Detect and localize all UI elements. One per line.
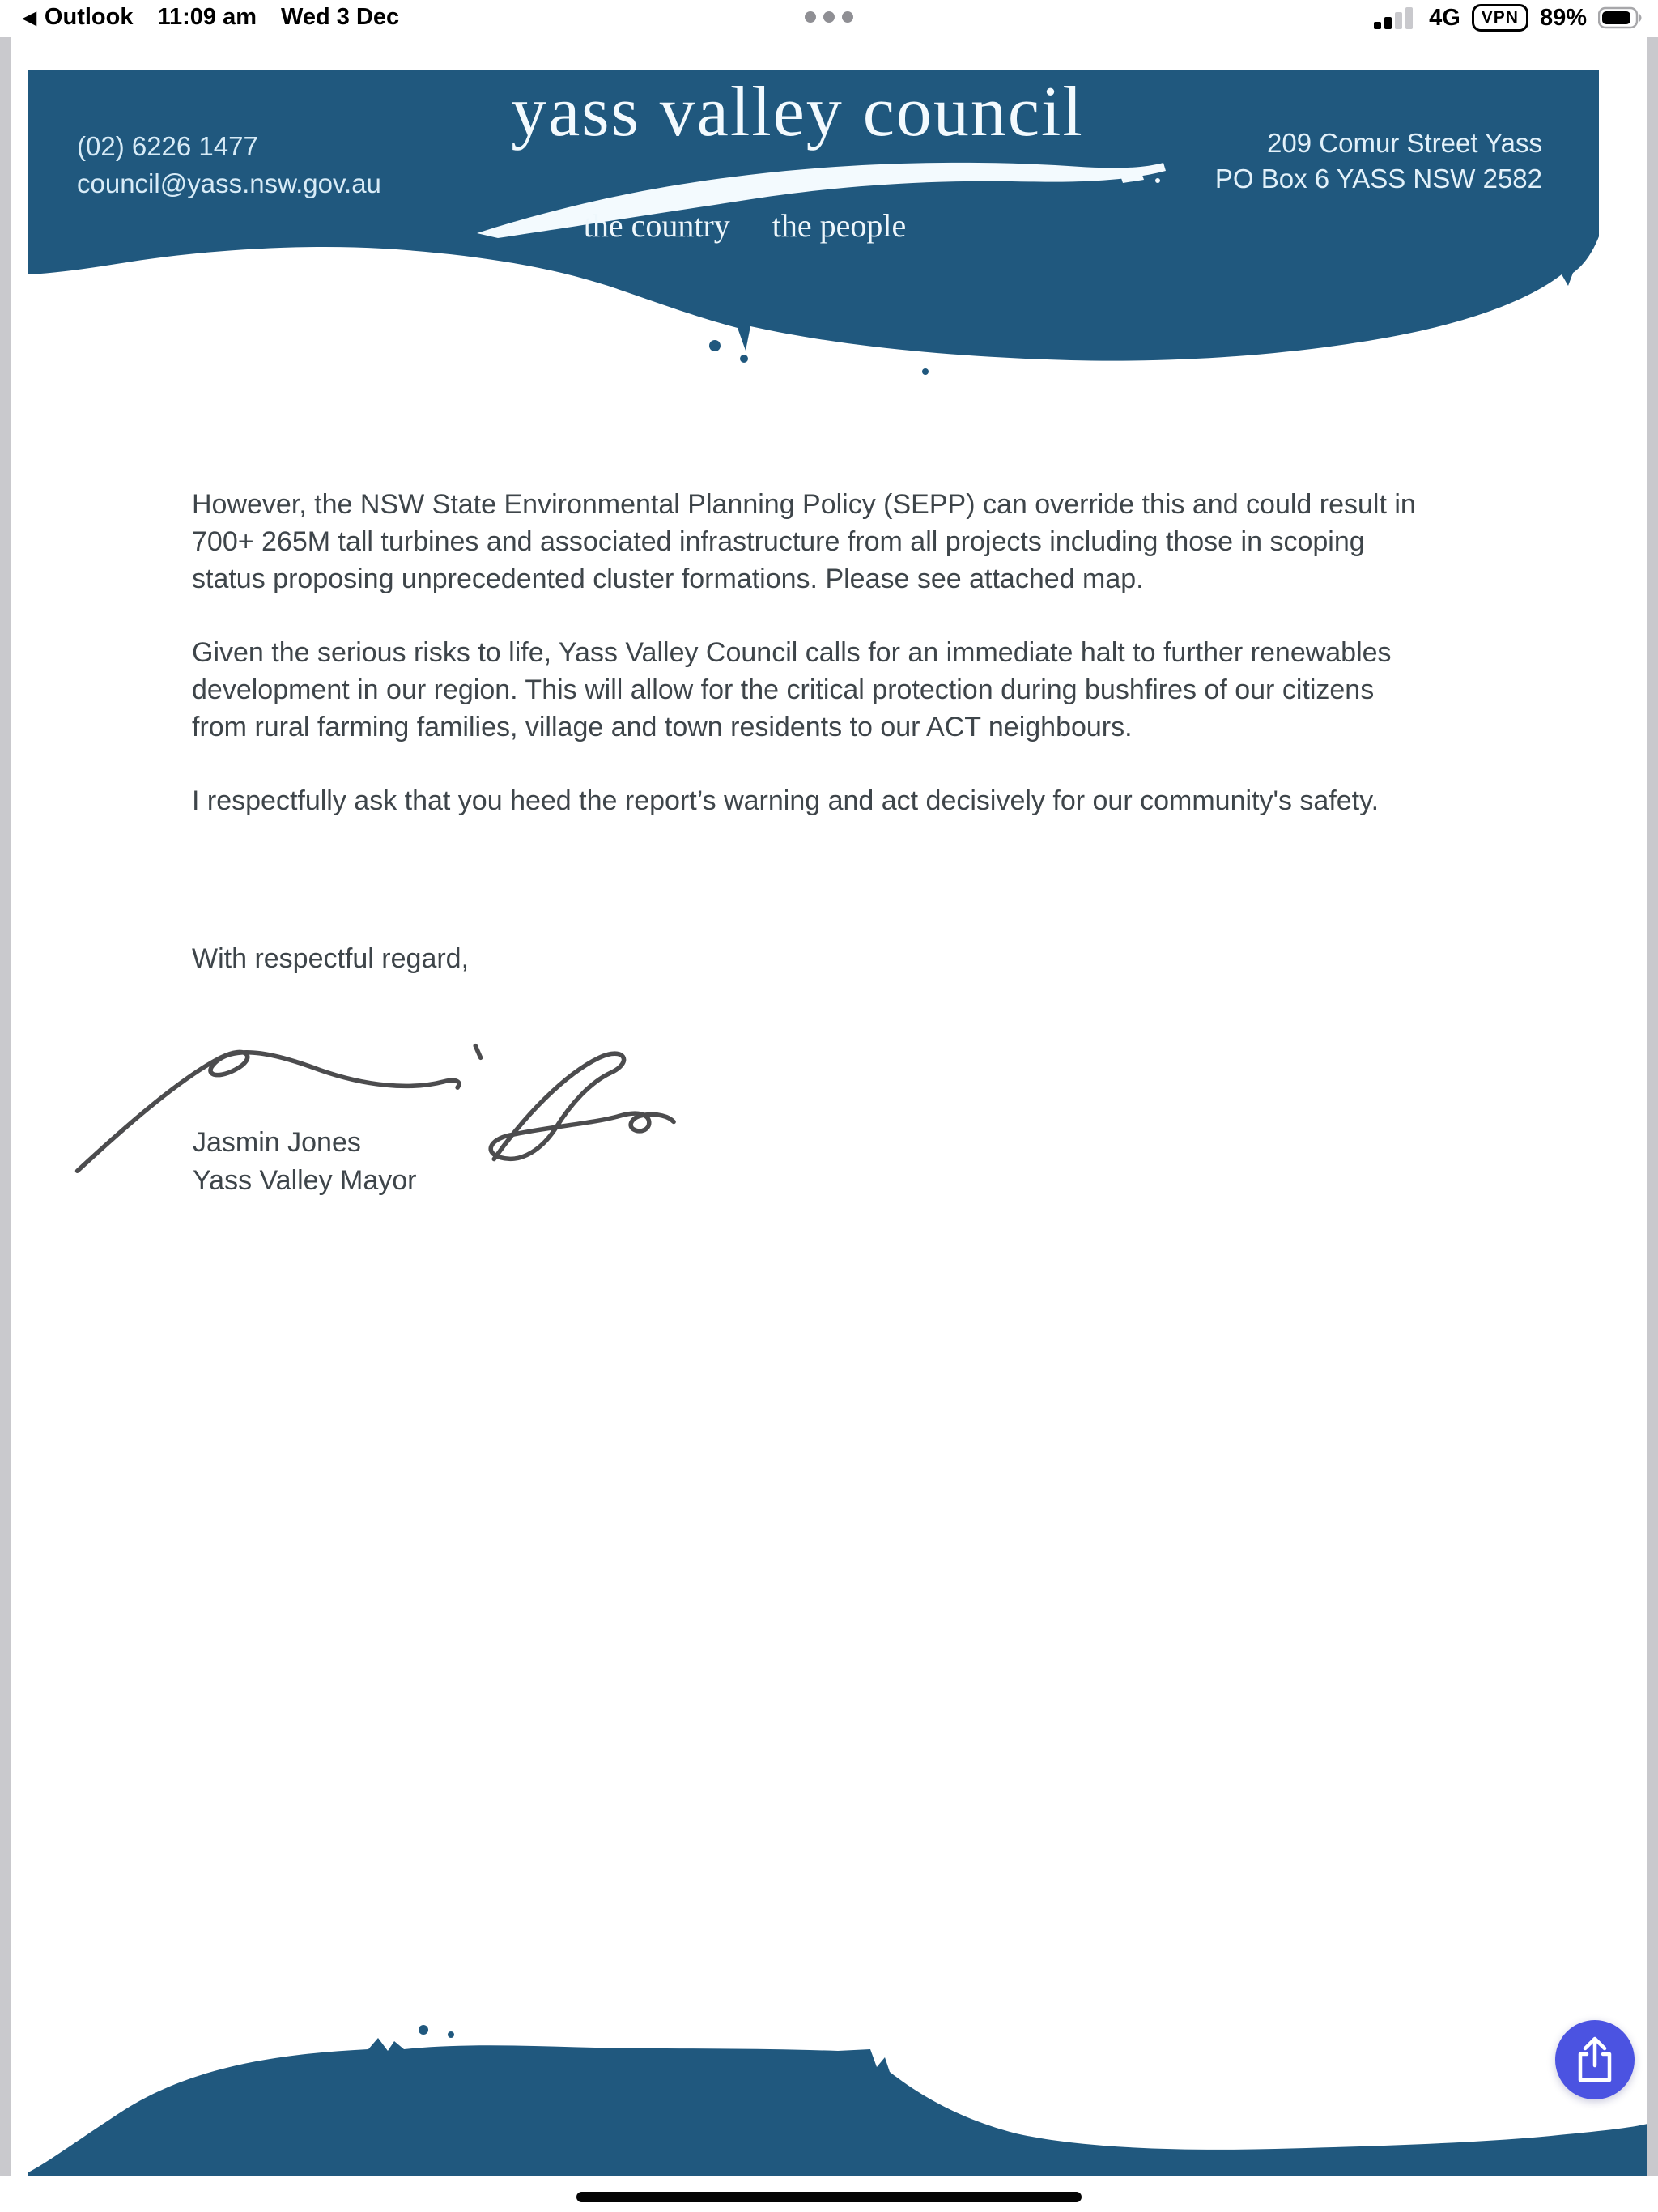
status-bar bbox=[0, 0, 1658, 37]
logo-tagline bbox=[453, 207, 1036, 245]
letter-body bbox=[192, 486, 1426, 856]
status-date: Wed 3 Dec bbox=[281, 4, 400, 30]
back-triangle-icon: ◀ bbox=[23, 7, 36, 28]
battery-icon bbox=[1598, 5, 1645, 31]
council-email: council@yass.nsw.gov.au bbox=[77, 168, 381, 198]
page-right-edge bbox=[1647, 37, 1658, 2176]
battery-percent: 89% bbox=[1539, 4, 1587, 31]
tagline-country: the country bbox=[583, 207, 730, 244]
share-button[interactable] bbox=[1555, 2020, 1635, 2099]
letter-paragraph: Given the serious risks to life, Yass Valley Council calls for an immediate halt to further renewables development in our region. This will allow for the critical protection during bushfires of our citizens from rural farming families, village and town residents to our ACT neighbours. bbox=[192, 637, 1392, 742]
cellular-signal-icon bbox=[1374, 5, 1418, 31]
signatory-name: Jasmin Jones bbox=[193, 1127, 361, 1158]
back-app-label: Outlook bbox=[44, 4, 134, 30]
letterhead-address bbox=[1215, 125, 1542, 197]
signatory-block bbox=[193, 1124, 417, 1200]
multitask-dots-handle[interactable] bbox=[805, 11, 853, 23]
street-address: 209 Comur Street Yass bbox=[1267, 128, 1542, 158]
network-type: 4G bbox=[1429, 4, 1460, 31]
vpn-badge: VPN bbox=[1472, 4, 1528, 32]
letter-paragraph: However, the NSW State Environmental Planning Policy (SEPP) can override this and could result in 700+ 265M tall turbines and associated infrastructure from all projects including those in scoping status proposing unprecedented cluster formations. Please see attached map. bbox=[192, 489, 1416, 594]
letterhead-contact bbox=[77, 128, 381, 202]
signatory-title: Yass Valley Mayor bbox=[193, 1165, 417, 1196]
footer-brush-wave bbox=[28, 1981, 1647, 2176]
home-indicator[interactable] bbox=[576, 2192, 1082, 2202]
council-phone: (02) 6226 1477 bbox=[77, 131, 258, 161]
share-icon bbox=[1572, 2035, 1618, 2085]
letter-closing: With respectful regard, bbox=[192, 943, 470, 974]
page-left-edge bbox=[0, 37, 11, 2176]
status-time: 11:09 am bbox=[157, 4, 257, 30]
po-box-address: PO Box 6 YASS NSW 2582 bbox=[1214, 164, 1542, 194]
council-logo-title: yass valley council bbox=[511, 73, 1084, 151]
letter-paragraph: I respectfully ask that you heed the report’s warning and act decisively for our community's safety. bbox=[192, 785, 1380, 816]
tagline-people: the people bbox=[772, 207, 907, 244]
